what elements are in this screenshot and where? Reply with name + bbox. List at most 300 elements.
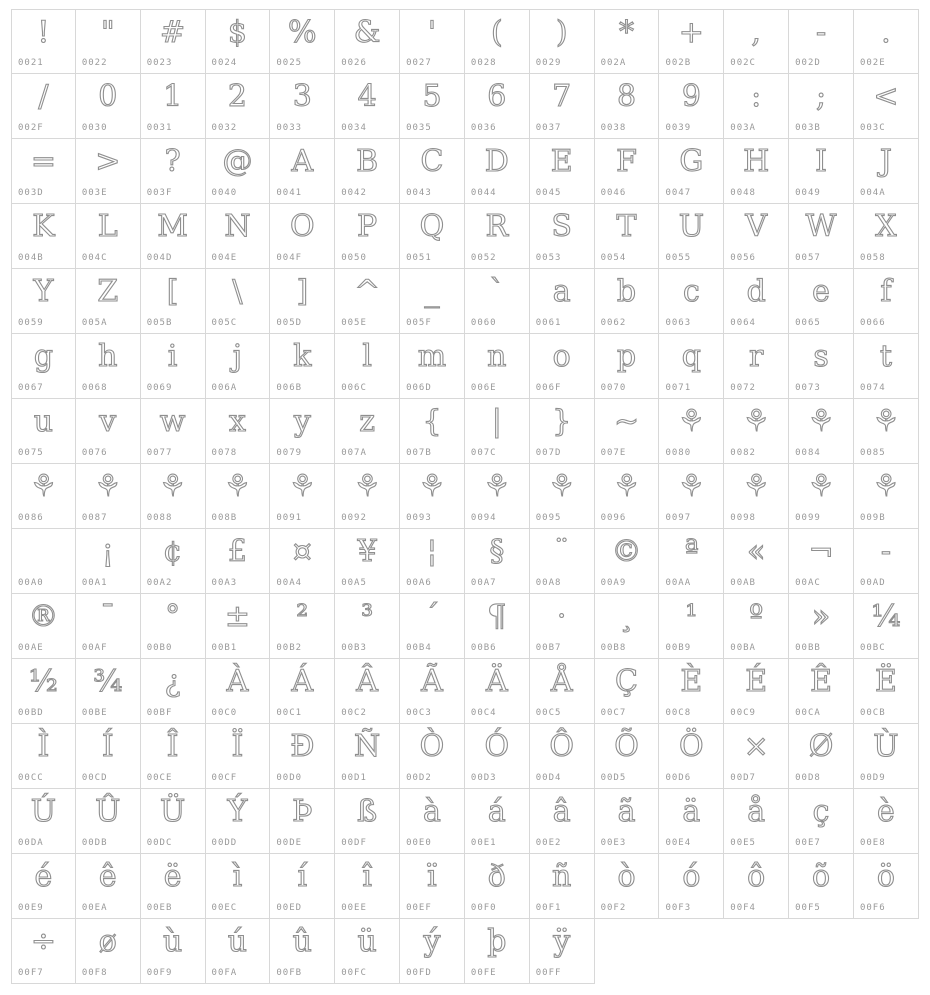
glyph-cell[interactable] — [400, 919, 465, 984]
codepoint-label: 00DB — [81, 838, 108, 848]
glyph-cell[interactable] — [11, 334, 76, 399]
glyph-cell[interactable] — [530, 139, 595, 204]
glyph-cell[interactable] — [76, 529, 141, 594]
glyph-cell[interactable] — [270, 594, 335, 659]
glyph-cell[interactable] — [595, 204, 660, 269]
codepoint-label: 004B — [18, 253, 44, 263]
glyph: ! — [37, 15, 50, 50]
glyph-cell[interactable] — [11, 9, 76, 74]
glyph-cell[interactable] — [595, 334, 660, 399]
glyph-cell[interactable] — [206, 659, 271, 724]
glyph-cell[interactable] — [270, 919, 335, 984]
glyph: d — [746, 274, 766, 309]
glyph-cell[interactable] — [270, 204, 335, 269]
glyph: ¯ — [100, 599, 116, 634]
glyph-cell[interactable] — [400, 594, 465, 659]
glyph-cell[interactable] — [465, 464, 530, 529]
codepoint-label: 005C — [211, 318, 238, 328]
glyph-cell[interactable] — [465, 529, 530, 594]
glyph-cell[interactable] — [789, 9, 854, 74]
glyph: W — [805, 209, 837, 244]
glyph — [12, 529, 75, 578]
glyph: R — [485, 209, 509, 244]
glyph-cell[interactable] — [76, 919, 141, 984]
glyph-cell[interactable] — [530, 399, 595, 464]
glyph-cell[interactable] — [530, 9, 595, 74]
glyph-cell[interactable] — [11, 464, 76, 529]
glyph-cell[interactable] — [854, 204, 919, 269]
glyph-cell[interactable] — [270, 659, 335, 724]
glyph-cell[interactable] — [465, 204, 530, 269]
glyph-cell[interactable] — [530, 74, 595, 139]
glyph-cell[interactable] — [141, 399, 206, 464]
codepoint-label: 007C — [470, 448, 497, 458]
glyph-cell[interactable] — [335, 659, 400, 724]
glyph-cell[interactable] — [854, 789, 919, 854]
glyph-cell[interactable] — [400, 399, 465, 464]
glyph-cell[interactable] — [724, 594, 789, 659]
glyph-cell[interactable] — [854, 854, 919, 919]
glyph-cell[interactable] — [854, 9, 919, 74]
glyph-cell[interactable] — [659, 529, 724, 594]
glyph-cell[interactable] — [724, 204, 789, 269]
glyph-cell[interactable] — [854, 139, 919, 204]
glyph-cell[interactable] — [11, 399, 76, 464]
glyph-cell[interactable] — [270, 464, 335, 529]
glyph-cell[interactable] — [11, 594, 76, 659]
glyph-cell[interactable] — [270, 74, 335, 139]
glyph-cell[interactable] — [76, 399, 141, 464]
codepoint-label: 0027 — [406, 58, 432, 68]
codepoint-label: 00DF — [341, 838, 367, 848]
glyph-cell[interactable] — [789, 724, 854, 789]
glyph-cell[interactable] — [400, 659, 465, 724]
glyph-cell[interactable] — [659, 204, 724, 269]
glyph-cell[interactable] — [270, 854, 335, 919]
glyph-cell[interactable] — [400, 789, 465, 854]
glyph-cell[interactable] — [595, 399, 660, 464]
glyph: p — [616, 339, 637, 374]
glyph-cell[interactable] — [270, 139, 335, 204]
codepoint-label: 00D7 — [730, 773, 756, 783]
glyph-cell[interactable] — [659, 139, 724, 204]
glyph-cell[interactable] — [789, 74, 854, 139]
codepoint-label: 0063 — [665, 318, 692, 328]
glyph-cell[interactable] — [400, 529, 465, 594]
codepoint-label: 00D8 — [795, 773, 821, 783]
glyph-cell[interactable] — [530, 724, 595, 789]
glyph-cell[interactable] — [11, 139, 76, 204]
glyph-cell[interactable] — [400, 74, 465, 139]
glyph-cell[interactable] — [465, 854, 530, 919]
glyph-cell[interactable] — [724, 464, 789, 529]
glyph-cell[interactable] — [76, 464, 141, 529]
glyph-cell[interactable] — [465, 269, 530, 334]
glyph-cell[interactable] — [141, 9, 206, 74]
glyph-cell[interactable] — [724, 789, 789, 854]
glyph-cell[interactable] — [595, 464, 660, 529]
glyph-cell[interactable] — [854, 594, 919, 659]
glyph-cell[interactable] — [400, 724, 465, 789]
glyph-cell[interactable] — [11, 789, 76, 854]
codepoint-label: 0058 — [859, 253, 886, 263]
glyph-cell[interactable] — [11, 854, 76, 919]
glyph-cell[interactable] — [11, 529, 76, 594]
codepoint-label: 0042 — [341, 188, 367, 198]
glyph: , — [751, 15, 761, 50]
codepoint-label: 00F5 — [795, 903, 821, 913]
glyph-cell[interactable] — [659, 269, 724, 334]
glyph: © — [611, 534, 642, 569]
glyph-cell[interactable] — [465, 9, 530, 74]
glyph-cell[interactable] — [206, 529, 271, 594]
glyph-cell[interactable] — [789, 659, 854, 724]
glyph-cell[interactable] — [270, 334, 335, 399]
glyph-cell[interactable] — [465, 74, 530, 139]
glyph-cell[interactable] — [141, 529, 206, 594]
glyph-cell[interactable] — [76, 269, 141, 334]
glyph-cell[interactable] — [76, 204, 141, 269]
glyph: $ — [227, 15, 247, 50]
glyph-cell[interactable] — [530, 594, 595, 659]
glyph: ð — [487, 859, 506, 894]
glyph-cell[interactable] — [465, 789, 530, 854]
glyph: [ — [166, 274, 179, 309]
glyph-cell[interactable] — [400, 204, 465, 269]
glyph-cell[interactable] — [530, 659, 595, 724]
glyph: ú — [227, 924, 248, 959]
glyph-cell[interactable] — [206, 464, 271, 529]
codepoint-label: 005A — [81, 318, 108, 328]
glyph-cell[interactable] — [141, 659, 206, 724]
glyph-cell[interactable] — [595, 659, 660, 724]
glyph-cell[interactable] — [206, 74, 271, 139]
glyph-cell[interactable] — [724, 724, 789, 789]
codepoint-label: 00EA — [81, 903, 108, 913]
glyph-cell[interactable] — [465, 594, 530, 659]
glyph-cell[interactable] — [595, 724, 660, 789]
glyph-cell[interactable] — [854, 464, 919, 529]
codepoint-label: 0097 — [665, 513, 692, 523]
glyph: S — [551, 209, 572, 244]
glyph: ⚘ — [742, 469, 770, 504]
glyph: ì — [232, 859, 243, 894]
glyph: - — [880, 534, 891, 569]
glyph-cell[interactable] — [465, 334, 530, 399]
glyph-cell[interactable] — [659, 9, 724, 74]
glyph: ¸ — [619, 599, 635, 634]
glyph-cell[interactable] — [659, 399, 724, 464]
glyph-cell[interactable] — [76, 594, 141, 659]
glyph-cell[interactable] — [206, 139, 271, 204]
glyph: L — [97, 209, 118, 244]
glyph: ; — [815, 79, 827, 114]
codepoint-label: 0096 — [600, 513, 627, 523]
codepoint-label: 0077 — [146, 448, 173, 458]
glyph-cell[interactable] — [76, 724, 141, 789]
glyph-cell[interactable] — [530, 529, 595, 594]
glyph: & — [353, 15, 381, 50]
glyph-cell[interactable] — [659, 464, 724, 529]
glyph-cell[interactable] — [270, 399, 335, 464]
glyph-cell[interactable] — [206, 399, 271, 464]
glyph: Ã — [421, 664, 443, 699]
codepoint-label: 0062 — [600, 318, 627, 328]
glyph-cell[interactable] — [141, 464, 206, 529]
glyph-row — [11, 919, 919, 984]
codepoint-label: 009B — [859, 513, 886, 523]
glyph-cell[interactable] — [206, 594, 271, 659]
glyph-cell[interactable] — [400, 464, 465, 529]
codepoint-label: 00A5 — [341, 578, 367, 588]
glyph-cell[interactable] — [854, 529, 919, 594]
glyph: ⚘ — [353, 469, 381, 504]
glyph-cell[interactable] — [789, 594, 854, 659]
glyph-cell[interactable] — [465, 724, 530, 789]
codepoint-label: 00A9 — [600, 578, 627, 588]
glyph: : — [751, 79, 762, 114]
glyph-cell[interactable] — [270, 789, 335, 854]
glyph-cell[interactable] — [206, 269, 271, 334]
glyph-cell[interactable] — [400, 854, 465, 919]
glyph-cell[interactable] — [465, 659, 530, 724]
glyph: g — [33, 339, 54, 374]
glyph: ¡ — [101, 534, 114, 569]
glyph: B — [356, 144, 379, 179]
glyph-cell[interactable] — [76, 9, 141, 74]
glyph-cell[interactable] — [854, 74, 919, 139]
glyph-cell[interactable] — [270, 529, 335, 594]
glyph-cell[interactable] — [206, 919, 271, 984]
codepoint-label: 00D1 — [341, 773, 367, 783]
glyph-cell[interactable] — [789, 854, 854, 919]
glyph-cell[interactable] — [141, 74, 206, 139]
glyph: w — [159, 404, 186, 439]
glyph-cell[interactable] — [659, 724, 724, 789]
glyph: c — [682, 274, 700, 309]
glyph-cell[interactable] — [335, 399, 400, 464]
glyph-row — [11, 789, 919, 854]
glyph-cell[interactable] — [270, 724, 335, 789]
glyph-cell[interactable] — [854, 724, 919, 789]
glyph-cell[interactable] — [141, 269, 206, 334]
glyph-cell[interactable] — [335, 919, 400, 984]
glyph-cell[interactable] — [530, 204, 595, 269]
glyph-cell[interactable] — [789, 399, 854, 464]
glyph: \ — [232, 274, 243, 309]
glyph-cell[interactable] — [595, 9, 660, 74]
codepoint-label: 0098 — [730, 513, 756, 523]
glyph-cell[interactable] — [76, 854, 141, 919]
glyph-cell[interactable] — [335, 594, 400, 659]
glyph-cell[interactable] — [335, 139, 400, 204]
glyph-cell[interactable] — [11, 74, 76, 139]
glyph-cell[interactable] — [335, 854, 400, 919]
codepoint-label: 006A — [211, 383, 238, 393]
glyph-cell[interactable] — [595, 269, 660, 334]
glyph-cell[interactable] — [659, 659, 724, 724]
glyph-cell[interactable] — [789, 204, 854, 269]
codepoint-label: 00D0 — [276, 773, 303, 783]
glyph-cell[interactable] — [724, 334, 789, 399]
glyph: Ó — [484, 729, 510, 764]
codepoint-label: 007D — [535, 448, 562, 458]
glyph-cell[interactable] — [206, 789, 271, 854]
glyph-cell[interactable] — [141, 334, 206, 399]
glyph-cell[interactable] — [724, 529, 789, 594]
glyph-cell[interactable] — [335, 724, 400, 789]
glyph-cell[interactable] — [854, 659, 919, 724]
glyph-cell[interactable] — [789, 789, 854, 854]
glyph-cell[interactable] — [400, 269, 465, 334]
glyph-cell[interactable] — [530, 464, 595, 529]
glyph-cell[interactable] — [11, 919, 76, 984]
glyph-cell[interactable] — [789, 529, 854, 594]
glyph-cell[interactable] — [789, 269, 854, 334]
codepoint-label: 00E8 — [859, 838, 886, 848]
glyph: ª — [684, 534, 699, 569]
glyph-cell[interactable] — [789, 464, 854, 529]
glyph-cell[interactable] — [76, 659, 141, 724]
glyph-row — [11, 74, 919, 139]
glyph: Ð — [290, 729, 315, 764]
codepoint-label: 0060 — [470, 318, 497, 328]
codepoint-label: 0082 — [730, 448, 756, 458]
glyph: I — [815, 144, 827, 179]
glyph: ò — [617, 859, 636, 894]
glyph-cell[interactable] — [789, 139, 854, 204]
glyph-cell[interactable] — [724, 854, 789, 919]
glyph-cell[interactable] — [659, 789, 724, 854]
glyph-cell[interactable] — [335, 269, 400, 334]
glyph-cell[interactable] — [335, 204, 400, 269]
glyph-cell[interactable] — [789, 334, 854, 399]
glyph-cell[interactable] — [659, 334, 724, 399]
glyph: v — [99, 404, 117, 439]
codepoint-label: 00AB — [730, 578, 756, 588]
glyph: × — [743, 729, 769, 764]
glyph-cell[interactable] — [400, 9, 465, 74]
glyph-cell[interactable] — [335, 529, 400, 594]
glyph-cell[interactable] — [724, 74, 789, 139]
codepoint-label: 0055 — [665, 253, 692, 263]
glyph-cell[interactable] — [76, 74, 141, 139]
glyph-cell[interactable] — [206, 9, 271, 74]
glyph-cell[interactable] — [465, 399, 530, 464]
codepoint-label: 00EC — [211, 903, 238, 913]
glyph-cell[interactable] — [530, 269, 595, 334]
glyph-cell[interactable] — [595, 74, 660, 139]
glyph-cell[interactable] — [724, 399, 789, 464]
glyph-cell[interactable] — [724, 269, 789, 334]
glyph-cell[interactable] — [465, 919, 530, 984]
codepoint-label: 00A6 — [406, 578, 432, 588]
glyph-cell[interactable] — [595, 529, 660, 594]
glyph-cell[interactable] — [206, 724, 271, 789]
glyph-row — [11, 854, 919, 919]
glyph-cell[interactable] — [530, 789, 595, 854]
glyph-cell[interactable] — [400, 139, 465, 204]
glyph-cell[interactable] — [141, 854, 206, 919]
glyph: 2 — [227, 79, 247, 114]
glyph-cell[interactable] — [11, 269, 76, 334]
codepoint-label: 003D — [18, 188, 44, 198]
glyph-cell[interactable] — [465, 139, 530, 204]
glyph-cell[interactable] — [335, 789, 400, 854]
codepoint-label: 00C7 — [600, 708, 627, 718]
glyph-cell[interactable] — [854, 334, 919, 399]
glyph: ñ — [552, 859, 572, 894]
glyph: J — [879, 144, 892, 179]
codepoint-label: 007E — [600, 448, 627, 458]
glyph-cell[interactable] — [270, 9, 335, 74]
glyph-cell[interactable] — [659, 74, 724, 139]
glyph: â — [552, 794, 571, 829]
codepoint-label: 00CB — [859, 708, 886, 718]
codepoint-label: 00ED — [276, 903, 303, 913]
glyph-cell[interactable] — [530, 919, 595, 984]
glyph-cell[interactable] — [76, 789, 141, 854]
glyph-cell[interactable] — [206, 334, 271, 399]
glyph-cell[interactable] — [595, 789, 660, 854]
glyph-cell[interactable] — [335, 334, 400, 399]
glyph-cell[interactable] — [530, 334, 595, 399]
codepoint-label: 00C1 — [276, 708, 303, 718]
glyph-cell[interactable] — [141, 789, 206, 854]
glyph-cell[interactable] — [141, 919, 206, 984]
glyph-cell[interactable] — [724, 9, 789, 74]
codepoint-label: 0092 — [341, 513, 367, 523]
glyph-cell[interactable] — [141, 204, 206, 269]
codepoint-label: 00AD — [859, 578, 886, 588]
glyph-cell[interactable] — [76, 139, 141, 204]
glyph-cell[interactable] — [11, 724, 76, 789]
codepoint-label: 003A — [730, 123, 756, 133]
glyph-cell[interactable] — [335, 74, 400, 139]
glyph-cell[interactable] — [11, 204, 76, 269]
glyph-cell[interactable] — [400, 334, 465, 399]
glyph-cell[interactable] — [659, 594, 724, 659]
glyph-cell[interactable] — [659, 854, 724, 919]
glyph-cell[interactable] — [724, 139, 789, 204]
glyph-row — [11, 594, 919, 659]
glyph: Ù — [873, 729, 899, 764]
codepoint-label: 00F9 — [146, 968, 173, 978]
glyph-cell[interactable] — [595, 139, 660, 204]
glyph-cell[interactable] — [141, 139, 206, 204]
glyph-cell[interactable] — [141, 724, 206, 789]
codepoint-label: 00DE — [276, 838, 303, 848]
glyph-cell[interactable] — [724, 659, 789, 724]
glyph-cell[interactable] — [76, 334, 141, 399]
codepoint-label: 0052 — [470, 253, 497, 263]
glyph-cell[interactable] — [270, 269, 335, 334]
glyph-cell[interactable] — [206, 204, 271, 269]
glyph-cell[interactable] — [595, 854, 660, 919]
glyph-cell[interactable] — [11, 659, 76, 724]
glyph-cell[interactable] — [595, 594, 660, 659]
glyph-cell[interactable] — [141, 594, 206, 659]
glyph-cell[interactable] — [206, 854, 271, 919]
glyph: ÷ — [30, 924, 56, 959]
glyph: û — [292, 924, 312, 959]
glyph-cell[interactable] — [335, 464, 400, 529]
glyph-cell[interactable] — [854, 399, 919, 464]
glyph-cell[interactable] — [854, 269, 919, 334]
glyph: Å — [550, 664, 573, 699]
glyph-cell[interactable] — [530, 854, 595, 919]
glyph-cell[interactable] — [335, 9, 400, 74]
